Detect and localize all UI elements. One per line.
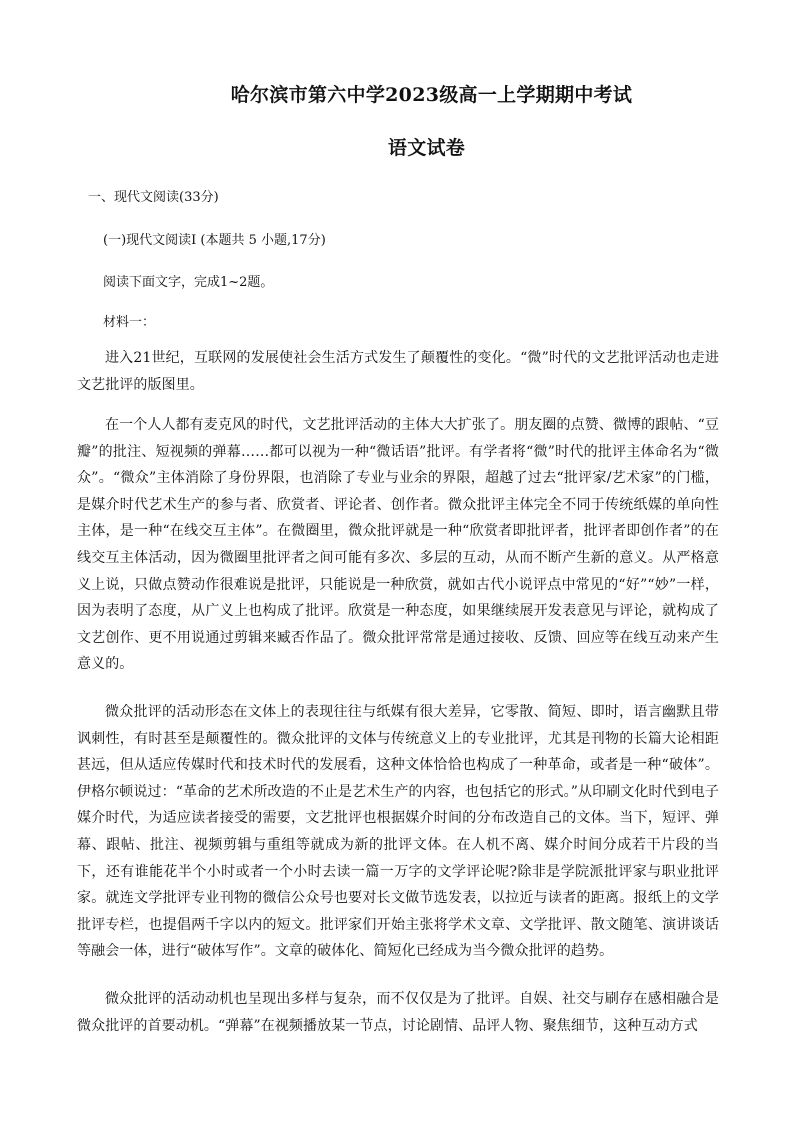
paragraph-1: 进入21世纪，互联网的发展使社会生活方式发生了颠覆性的变化。“微”时代的文艺批评活动也走进文艺批评的版图里。 bbox=[77, 350, 719, 393]
paragraph-4: 微众批评的活动动机也呈现出多样与复杂，而不仅仅是为了批评。自娱、社交与刷存在感相融合是微众批评的首要动机。“弹幕”在视频播放某一节点，讨论剧情、品评人物、聚焦细节，这种互动方式 bbox=[77, 991, 719, 1034]
subsection-heading: (一)现代文阅读Ⅰ (本题共 5 小题,17分) bbox=[103, 233, 326, 248]
paragraph-2: 在一个人人都有麦克风的时代，文艺批评活动的主体大大扩张了。朋友圈的点赞、微博的跟帖、“豆瓣”的批注、短视频的弹幕……都可以视为一种“微话语”批评。有学者将“微”时代的批评主体命名为“微众”。“微众”主体消除了身份界限，也消除了专业与业余的界限，超越了过去“批评家/艺术家”的门槛，是媒介时代艺术生产的参与者、欣赏者、评论者、创作者。微众批评主体完全不同于传统纸媒的单向性主体，是一种“在线交互主体”。在微圈里，微众批评就是一种“欣赏者即批评者，批评者即创作者”的在线交互主体活动，因为微圈里批评者之间可能有多次、多层的互动，从而不断产生新的意义。从严格意义上说，只做点赞动作很难说是批评，只能说是一种欣赏，就如古代小说评点中常见的“好”“妙”一样，因为表明了态度，从广义上也构成了批评。欣赏是一种态度，如果继续展开发表意见与评论，就构成了文艺创作、更不用说通过剪辑来臧否作品了。微众批评常常是通过接收、反馈、回应等在线互动来产生意义的。 bbox=[77, 417, 719, 673]
reading-instruction: 阅读下面文字，完成1~2题。 bbox=[103, 275, 274, 290]
exam-title: 哈尔滨市第六中学2023级高一上学期期中考试 bbox=[230, 84, 633, 106]
section-heading: 一、现代文阅读(33分) bbox=[88, 190, 219, 205]
paragraph-3: 微众批评的活动形态在文体上的表现往往与纸媒有很大差异，它零散、简短、即时，语言幽默且带讽刺性，有时甚至是颠覆性的。微众批评的文体与传统意义上的专业批评，尤其是刊物的长篇大论相距甚远，但从适应传媒时代和技术时代的发展看，这种文体恰恰也构成了一种革命，或者是一种“破体”。伊格尔顿说过：“革命的艺术所改造的不止是艺术生产的内容，也包括它的形式。”从印刷文化时代到电子媒介时代，为适应读者接受的需要，文艺批评也根据媒介时间的分布改造自己的文体。当下，短评、弹幕、跟帖、批注、视频剪辑与重组等就成为新的批评文体。在人机不离、媒介时间分成若干片段的当下，还有谁能花半个小时或者一个小时去读一篇一万字的文学评论呢?除非是学院派批评家与职业批评家。就连文学批评专业刊物的微信公众号也要对长文做节选发表，以拉近与读者的距离。报纸上的文学批评专栏，也提倡两千字以内的短文。批评家们开始主张将学术文章、文学批评、散文随笔、演讲谈话等融会一体，进行“破体写作”。文章的破体化、简短化已经成为当今微众批评的趋势。 bbox=[77, 704, 720, 960]
material-label: 材料一： bbox=[103, 315, 156, 330]
exam-subtitle: 语文试卷 bbox=[387, 137, 466, 159]
